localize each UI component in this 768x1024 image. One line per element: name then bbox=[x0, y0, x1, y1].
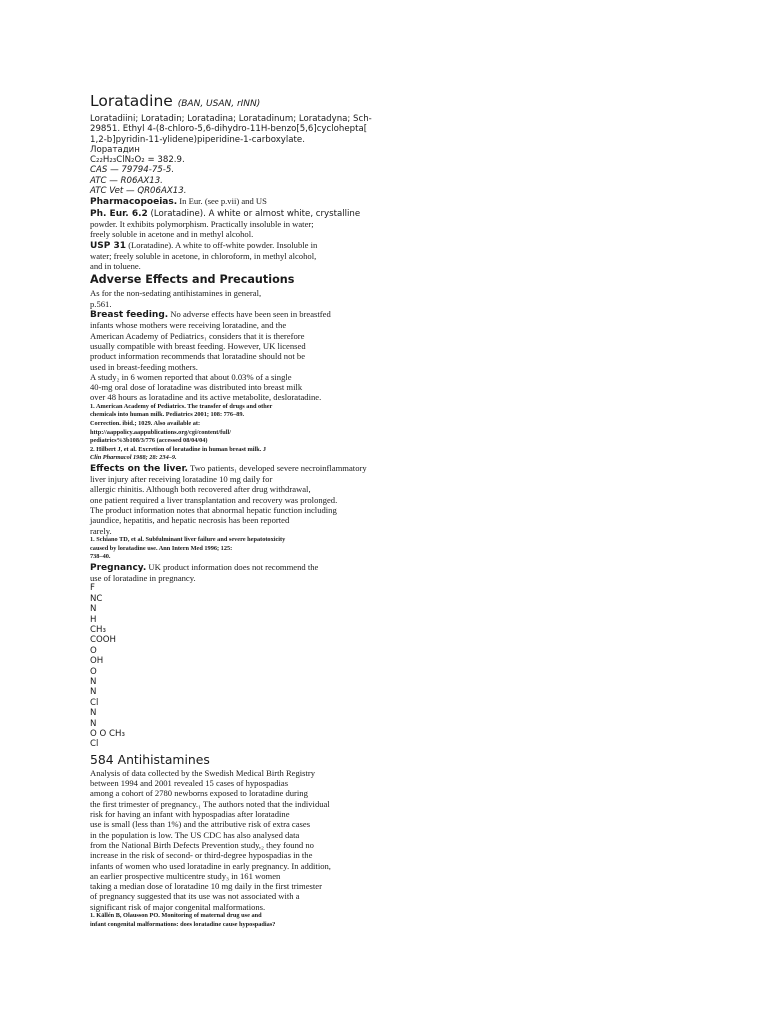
liver-references bbox=[90, 536, 390, 562]
paragraph-line: of pregnancy suggested that its use was not associated with a bbox=[90, 891, 300, 902]
liver-line: rarely. bbox=[90, 525, 112, 536]
paragraph-line: an earlier prospective multicentre study₃ in 161 women bbox=[90, 870, 281, 881]
breast-feeding-line: 40-mg oral dose of loratadine was distributed into breast milk bbox=[90, 382, 303, 393]
synonym-line: 1,2-b]pyridin-11-ylidene)piperidine-1-carboxylate. bbox=[90, 134, 305, 145]
synonym-line: Loratadiini; Loratadin; Loratadina; Loratadinum; Loratadyna; Sch- bbox=[90, 114, 372, 124]
structure-label: H bbox=[90, 614, 97, 625]
structure-label: O bbox=[90, 645, 97, 656]
liver-line: liver injury after receiving loratadine 10 mg daily for bbox=[90, 474, 273, 485]
molecular-formula: C₂₂H₂₃ClN₂O₂ = 382.9. bbox=[90, 155, 185, 166]
breast-feeding-line: A study₂ in 6 women reported that about 0.03% of a single bbox=[90, 371, 292, 382]
synonyms bbox=[90, 114, 390, 196]
breast-feeding-paragraph bbox=[90, 309, 390, 403]
structure-label: N bbox=[90, 687, 97, 698]
reference-line: 1. Källén B, Olausson PO. Monitoring of maternal drug use and bbox=[90, 911, 262, 919]
adverse-intro-line: As for the non-sedating antihistamines in general, bbox=[90, 288, 262, 299]
synonym-line: 29851. Ethyl 4-(8-chloro-5,6-dihydro-11H-benzo[5,6]cyclohepta[ bbox=[90, 124, 368, 135]
breast-feeding-line: No adverse effects have been seen in breastfed bbox=[168, 309, 331, 320]
ph-eur-lead: Ph. Eur. 6.2 bbox=[90, 208, 148, 219]
adverse-intro bbox=[90, 288, 390, 309]
liver-lead: Effects on the liver. bbox=[90, 463, 189, 474]
breast-feeding-line: American Academy of Pediatrics₁ considers that it is therefore bbox=[90, 330, 305, 341]
structure-label: N bbox=[90, 708, 97, 719]
ph-eur-paragraph bbox=[90, 208, 390, 240]
paragraph-line: between 1994 and 2001 revealed 15 cases of hypospadias bbox=[90, 778, 289, 789]
paragraph-line: risk for having an infant with hypospadias after loratadine bbox=[90, 809, 290, 820]
usp-line: (Loratadine). A white to off-white powder. Insoluble in bbox=[126, 239, 318, 250]
usp-lead: USP 31 bbox=[90, 240, 127, 251]
monograph-page bbox=[90, 92, 390, 929]
pregnancy-line: use of loratadine in pregnancy. bbox=[90, 573, 196, 584]
structure-label: Cl bbox=[90, 739, 99, 750]
usp-line: water; freely soluble in acetone, in chloroform, in methyl alcohol, bbox=[90, 250, 317, 261]
liver-line: jaundice, hepatitis, and hepatic necrosis has been reported bbox=[90, 515, 290, 526]
breast-feeding-line: infants whose mothers were receiving loratadine, and the bbox=[90, 320, 287, 331]
structure-label: N bbox=[90, 676, 97, 687]
adverse-intro-line: p.561. bbox=[90, 298, 112, 309]
hypospadias-references bbox=[90, 912, 390, 929]
ph-eur-line: freely soluble in acetone and in methyl alcohol. bbox=[90, 229, 254, 240]
breast-feeding-line: usually compatible with breast feeding. However, UK licensed bbox=[90, 340, 306, 351]
paragraph-line: among a cohort of 2780 newborns exposed to loratadine during bbox=[90, 788, 308, 799]
breast-feeding-line: product information recommends that loratadine should not be bbox=[90, 351, 306, 362]
paragraph-line: Analysis of data collected by the Swedish Medical Birth Registry bbox=[90, 767, 316, 778]
breast-feeding-references bbox=[90, 403, 390, 463]
ph-eur-line: (Loratadine). A white or almost white, crystalline bbox=[147, 208, 361, 219]
pregnancy-paragraph bbox=[90, 562, 390, 584]
structure-label: COOH bbox=[90, 635, 116, 646]
section-heading-adverse: Adverse Effects and Precautions bbox=[90, 273, 295, 287]
structure-label: O O CH₃ bbox=[90, 729, 125, 740]
liver-line: Two patients₁ developed severe necroinflammatory bbox=[188, 462, 367, 473]
structure-label: NC bbox=[90, 593, 103, 604]
pharmacopoeias-text: In Eur. (see p.vii) and US bbox=[177, 196, 267, 207]
paragraph-line: significant risk of major congenital malformations. bbox=[90, 901, 266, 912]
reference-line: 1. Schiano TD, et al. Subfulminant liver failure and severe hepatotoxicity bbox=[90, 535, 286, 543]
paragraph-line: the first trimester of pregnancy.₁ The authors noted that the individual bbox=[90, 798, 330, 809]
hypospadias-paragraph bbox=[90, 768, 390, 912]
monograph-title-block bbox=[90, 92, 390, 114]
monograph-title: Loratadine bbox=[90, 92, 173, 110]
liver-line: one patient required a liver transplantation and recovery was prolonged. bbox=[90, 494, 338, 505]
paragraph-line: increase in the risk of second- or third-degree hypospadias in the bbox=[90, 850, 313, 861]
running-head: 584 Antihistamines bbox=[90, 751, 210, 767]
liver-paragraph bbox=[90, 463, 390, 536]
atc-vet-code: ATC Vet — QR06AX13. bbox=[90, 186, 187, 197]
reference-line: Clin Pharmacol 1988; 28: 234–9. bbox=[90, 454, 177, 462]
breast-feeding-line: over 48 hours as loratadine and its active metabolite, desloratadine. bbox=[90, 392, 322, 403]
paragraph-line: use is small (less than 1%) and the attributive risk of extra cases bbox=[90, 819, 311, 830]
structure-label: Cl bbox=[90, 697, 99, 708]
title-synonyms: (BAN, USAN, rINN) bbox=[177, 99, 261, 109]
reference-line: http://aappolicy.aappublications.org/cgi/content/full/ bbox=[90, 428, 231, 436]
liver-line: The product information notes that abnormal hepatic function including bbox=[90, 505, 337, 516]
structure-label: N bbox=[90, 718, 97, 729]
atc-code: ATC — R06AX13. bbox=[90, 175, 163, 186]
reference-line: Correction. ibid.; 1029. Also available at: bbox=[90, 419, 201, 427]
breast-feeding-lead: Breast feeding. bbox=[90, 310, 169, 321]
reference-line: caused by loratadine use. Ann Intern Med 1996; 125: bbox=[90, 544, 233, 552]
reference-line: infant congenital malformations: does loratadine cause hypospadias? bbox=[90, 920, 276, 928]
reference-line: pediatrics%3b108/3/776 (accessed 08/04/04) bbox=[90, 437, 208, 445]
cas-number: CAS — 79794-75-5. bbox=[90, 165, 175, 176]
cyrillic-name: Лоратадин bbox=[90, 144, 140, 155]
structure-label: CH₃ bbox=[90, 624, 106, 635]
reference-line: chemicals into human milk. Pediatrics 2001; 108: 776–89. bbox=[90, 411, 245, 419]
paragraph-line: from the National Birth Defects Prevention study,₂ they found no bbox=[90, 839, 314, 850]
structure-label: OH bbox=[90, 656, 104, 667]
structure-labels bbox=[90, 583, 390, 750]
paragraph-line: in the population is low. The US CDC has also analysed data bbox=[90, 829, 300, 840]
paragraph-line: infants of women who used loratadine in early pregnancy. In addition, bbox=[90, 860, 331, 871]
structure-label: F bbox=[90, 583, 95, 594]
reference-line: 738–40. bbox=[90, 553, 111, 561]
ph-eur-line: powder. It exhibits polymorphism. Practically insoluble in water; bbox=[90, 218, 314, 229]
structure-label: O bbox=[90, 666, 97, 677]
usp-paragraph bbox=[90, 240, 390, 272]
reference-line: 1. American Academy of Pediatrics. The transfer of drugs and other bbox=[90, 402, 273, 410]
paragraph-line: taking a median dose of loratadine 10 mg daily in the first trimester bbox=[90, 881, 322, 892]
reference-line: 2. Hilbert J, et al. Excretion of loratadine in human breast milk. J bbox=[90, 445, 267, 453]
pregnancy-line: UK product information does not recommend the bbox=[146, 561, 319, 572]
liver-line: allergic rhinitis. Although both recovered after drug withdrawal, bbox=[90, 484, 311, 495]
breast-feeding-line: used in breast-feeding mothers. bbox=[90, 361, 198, 372]
structure-label: N bbox=[90, 604, 97, 615]
pharmacopoeias-lead: Pharmacopoeias. bbox=[90, 197, 178, 208]
pregnancy-lead: Pregnancy. bbox=[90, 562, 147, 573]
usp-line: and in toluene. bbox=[90, 261, 141, 272]
pharmacopoeias-paragraph bbox=[90, 196, 390, 207]
